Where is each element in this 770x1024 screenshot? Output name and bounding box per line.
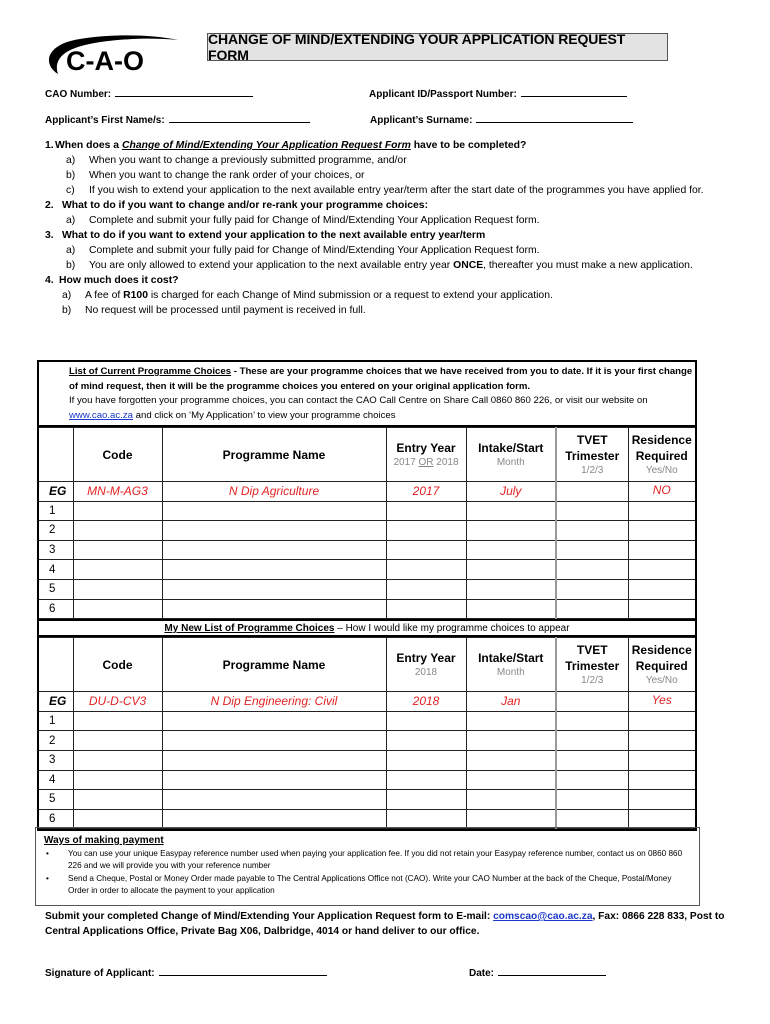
- programme-cell[interactable]: [162, 711, 386, 731]
- entry-year-cell[interactable]: [386, 521, 466, 541]
- tvet-cell[interactable]: [556, 770, 628, 790]
- code-cell[interactable]: [73, 809, 162, 829]
- payment-title: Ways of making payment: [44, 835, 164, 846]
- entry-year-cell[interactable]: [386, 599, 466, 619]
- date-input[interactable]: [498, 966, 606, 976]
- code-cell[interactable]: [73, 579, 162, 599]
- table-row: 6: [39, 809, 695, 829]
- table-row: 3: [39, 540, 695, 560]
- residence-cell[interactable]: [628, 501, 695, 521]
- instructions: [45, 138, 715, 318]
- code-cell[interactable]: [73, 560, 162, 580]
- code-cell[interactable]: [73, 599, 162, 619]
- entry-year-cell[interactable]: [386, 560, 466, 580]
- table-row: 3: [39, 750, 695, 770]
- programme-cell[interactable]: [162, 809, 386, 829]
- table-row: 6: [39, 599, 695, 619]
- entry-year-cell[interactable]: [386, 750, 466, 770]
- table-row: 4: [39, 770, 695, 790]
- date-field: [469, 966, 606, 979]
- bullet-icon: •: [46, 848, 49, 858]
- code-cell[interactable]: [73, 521, 162, 541]
- date-label: Date:: [469, 968, 495, 979]
- programme-choices-tables: [37, 360, 697, 831]
- code-cell[interactable]: [73, 540, 162, 560]
- entry-year-cell[interactable]: [386, 579, 466, 599]
- signature-label: Signature of Applicant:: [45, 968, 155, 979]
- new-choices-table: [39, 637, 695, 829]
- column-header-residence: Residence Required Yes/No: [628, 638, 695, 692]
- answer-item: a) A fee of R100 is charged for each Change of Mind submission or a request to extend your application.: [62, 290, 553, 301]
- column-header-programme: Programme Name: [162, 638, 386, 692]
- intake-cell[interactable]: [466, 809, 556, 829]
- column-header-intake: Intake/Start Month: [466, 428, 556, 482]
- answer-item: a) Complete and submit your fully paid for Change of Mind/Extending Your Application Request form.: [66, 215, 540, 226]
- tvet-cell[interactable]: [556, 731, 628, 751]
- table-row: 1: [39, 711, 695, 731]
- column-header-entry-year: Entry Year 2017 OR 2018: [386, 428, 466, 482]
- answer-item: b) You are only allowed to extend your application to the next available entry year ONCE, thereafter you must make a new application.: [66, 260, 693, 271]
- entry-year-cell[interactable]: [386, 731, 466, 751]
- new-choices-heading: My New List of Programme Choices – How I would like my programme choices to appear: [39, 619, 695, 637]
- intake-cell[interactable]: [466, 790, 556, 810]
- tvet-cell[interactable]: [556, 750, 628, 770]
- current-choices-heading: List of Current Programme Choices: [69, 366, 232, 377]
- programme-cell[interactable]: [162, 579, 386, 599]
- tvet-cell[interactable]: [556, 540, 628, 560]
- form-name-emphasis: Change of Mind/Extending Your Application Request Form: [121, 140, 411, 151]
- row-number-header: [39, 428, 73, 482]
- residence-cell[interactable]: [628, 560, 695, 580]
- cao-logo: [40, 34, 180, 76]
- programme-cell[interactable]: [162, 501, 386, 521]
- entry-year-cell[interactable]: [386, 711, 466, 731]
- intake-cell[interactable]: [466, 540, 556, 560]
- intake-cell[interactable]: [466, 579, 556, 599]
- residence-cell[interactable]: [628, 540, 695, 560]
- submit-instructions: Submit your completed Change of Mind/Extending Your Application Request form to E-mail: comscao@cao.ac.za, Fax: 0866 228 833, Post to Central Applications Office, Private Bag X06, Dalbridge, 4014 or hand deliver to our office.: [45, 911, 725, 937]
- table-row: 5: [39, 790, 695, 810]
- first-names-field: [45, 113, 310, 126]
- cao-website-link[interactable]: www.cao.ac.za: [69, 409, 133, 421]
- cao-number-input[interactable]: [115, 87, 253, 97]
- column-header-residence: Residence Required Yes/No: [628, 428, 695, 482]
- table-row: 1: [39, 501, 695, 521]
- first-names-label: Applicant’s First Name/s:: [45, 115, 165, 126]
- code-cell[interactable]: [73, 790, 162, 810]
- signature-input[interactable]: [159, 966, 327, 976]
- answer-item: b) When you want to change the rank order of your choices, or: [66, 170, 365, 181]
- tvet-cell[interactable]: [556, 521, 628, 541]
- current-choices-info: List of Current Programme Choices - These are your programme choices that we have received from you to date. If it is your first change of mind request, then it will be the programme choices you entered on your original application form. If you have forgotten your programme choices, you can contact the CAO Call Centre on Share Call 0860 860 226, or visit our website on www.cao.ac.za and click on ‘My Application’ to view your programme choices: [39, 362, 695, 427]
- answer-item: b) No request will be processed until payment is received in full.: [62, 305, 366, 316]
- code-cell[interactable]: [73, 731, 162, 751]
- programme-cell[interactable]: [162, 750, 386, 770]
- tvet-cell[interactable]: [556, 501, 628, 521]
- intake-cell[interactable]: [466, 731, 556, 751]
- programme-cell[interactable]: [162, 540, 386, 560]
- signature-field: [45, 966, 327, 979]
- column-header-tvet: TVET Trimester 1/2/3: [556, 638, 628, 692]
- code-cell[interactable]: [73, 711, 162, 731]
- code-cell[interactable]: [73, 501, 162, 521]
- question-4: 4. How much does it cost?: [45, 275, 179, 286]
- table-row: 2: [39, 521, 695, 541]
- cao-number-field: [45, 87, 253, 100]
- answer-item: a) When you want to change a previously submitted programme, and/or: [66, 155, 407, 166]
- entry-year-cell[interactable]: [386, 501, 466, 521]
- surname-label: Applicant’s Surname:: [370, 115, 473, 126]
- example-row: EG MN-M-AG3 N Dip Agriculture 2017 July NO: [39, 482, 695, 502]
- payment-methods-box: [35, 827, 700, 906]
- form-title-text: CHANGE OF MIND/EXTENDING YOUR APPLICATION REQUEST FORM: [208, 31, 626, 63]
- programme-cell[interactable]: [162, 560, 386, 580]
- table-row: 5: [39, 579, 695, 599]
- surname-field: [370, 113, 633, 126]
- residence-cell[interactable]: [628, 750, 695, 770]
- table-row: 4: [39, 560, 695, 580]
- entry-year-cell[interactable]: [386, 770, 466, 790]
- entry-year-cell[interactable]: [386, 809, 466, 829]
- column-header-entry-year: Entry Year 2018: [386, 638, 466, 692]
- programme-cell[interactable]: [162, 731, 386, 751]
- intake-cell[interactable]: [466, 560, 556, 580]
- question-2: 2. What to do if you want to change and/or re-rank your programme choices:: [45, 200, 429, 211]
- programme-cell[interactable]: [162, 790, 386, 810]
- answer-item: a) Complete and submit your fully paid for Change of Mind/Extending Your Application Request form.: [66, 245, 540, 256]
- programme-cell[interactable]: [162, 521, 386, 541]
- surname-input[interactable]: [476, 113, 633, 123]
- tvet-cell[interactable]: [556, 711, 628, 731]
- residence-cell[interactable]: [628, 809, 695, 829]
- answer-item: c) If you wish to extend your application to the next available entry year/term after the start date of the programmes you have applied for.: [66, 185, 704, 196]
- current-choices-table: [39, 427, 695, 619]
- programme-cell[interactable]: [162, 770, 386, 790]
- residence-cell[interactable]: [628, 711, 695, 731]
- tvet-cell[interactable]: [556, 579, 628, 599]
- residence-cell[interactable]: [628, 731, 695, 751]
- applicant-id-label: Applicant ID/Passport Number:: [369, 89, 517, 100]
- table-header-row: [39, 428, 695, 482]
- question-1: 1.When does a Change of Mind/Extending Your Application Request Form have to be completed?: [45, 140, 527, 151]
- table-header-row: [39, 638, 695, 692]
- example-row: EG DU-D-CV3 N Dip Engineering: Civil 2018 Jan Yes: [39, 692, 695, 712]
- code-cell[interactable]: [73, 750, 162, 770]
- tvet-cell[interactable]: [556, 790, 628, 810]
- column-header-programme: Programme Name: [162, 428, 386, 482]
- bullet-icon: •: [46, 873, 49, 883]
- entry-year-cell[interactable]: [386, 540, 466, 560]
- row-number-header: [39, 638, 73, 692]
- programme-cell[interactable]: [162, 599, 386, 619]
- column-header-code: Code: [73, 428, 162, 482]
- residence-cell[interactable]: [628, 790, 695, 810]
- residence-cell[interactable]: [628, 521, 695, 541]
- intake-cell[interactable]: [466, 711, 556, 731]
- svg-text:C-A-O: C-A-O: [66, 46, 144, 76]
- code-cell[interactable]: [73, 770, 162, 790]
- email-link[interactable]: comscao@cao.ac.za: [493, 911, 593, 922]
- tvet-cell[interactable]: [556, 560, 628, 580]
- residence-cell[interactable]: [628, 599, 695, 619]
- tvet-cell[interactable]: [556, 809, 628, 829]
- question-3: 3. What to do if you want to extend your application to the next available entry year/term: [45, 230, 486, 241]
- cao-number-label: CAO Number:: [45, 89, 112, 100]
- intake-cell[interactable]: [466, 599, 556, 619]
- applicant-id-input[interactable]: [521, 87, 627, 97]
- column-header-code: Code: [73, 638, 162, 692]
- payment-item: • Send a Cheque, Postal or Money Order made payable to The Central Applications Office not (CAO). Write your CAO Number at the back of the Cheque, Postal/Money Order in order to allocate the payment to your application: [44, 873, 691, 898]
- residence-cell[interactable]: [628, 770, 695, 790]
- column-header-tvet: TVET Trimester 1/2/3: [556, 428, 628, 482]
- first-names-input[interactable]: [169, 113, 310, 123]
- payment-item: • You can use your unique Easypay reference number used when paying your application fee. If you did not retain your Easypay reference number, contact us on 0860 860 226 and we will provide you with your reference number: [44, 848, 691, 873]
- intake-cell[interactable]: [466, 521, 556, 541]
- table-row: 2: [39, 731, 695, 751]
- column-header-intake: Intake/Start Month: [466, 638, 556, 692]
- tvet-cell[interactable]: [556, 599, 628, 619]
- cao-logo-swoosh-icon: [40, 34, 180, 76]
- entry-year-cell[interactable]: [386, 790, 466, 810]
- form-title: [207, 33, 668, 61]
- residence-cell[interactable]: [628, 579, 695, 599]
- applicant-id-field: [369, 87, 627, 100]
- intake-cell[interactable]: [466, 750, 556, 770]
- intake-cell[interactable]: [466, 770, 556, 790]
- intake-cell[interactable]: [466, 501, 556, 521]
